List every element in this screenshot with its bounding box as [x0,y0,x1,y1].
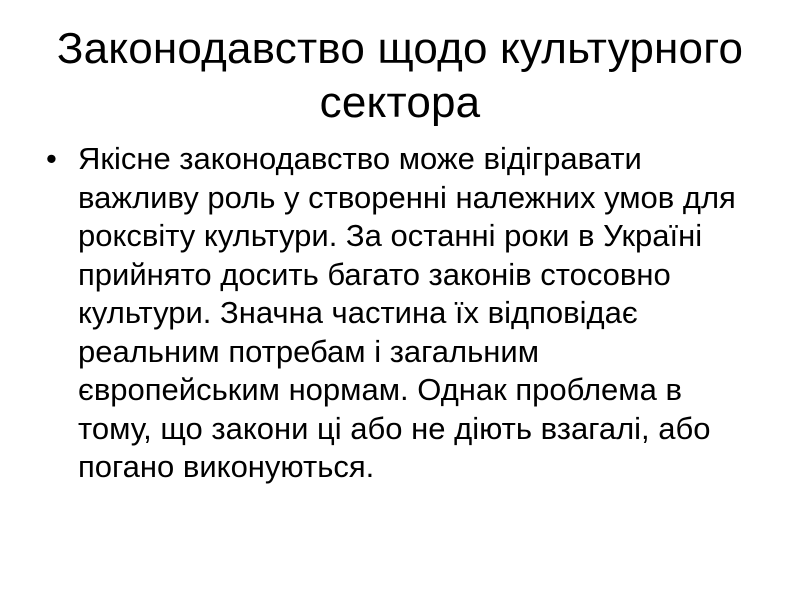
bullet-list [40,140,740,487]
bullet-marker: • [46,141,57,176]
bullet-text: Якісне законодавство може відігравати важливу роль у створенні належних умов для роксвіту культури. За останні роки в Україні прийнято досить багато законів стосовно культури. Значна частина їх відповідає реальним потребам і загальним європейським нормам. Однак проблема в тому, що закони ці або не діють взагалі, або погано виконуються. [78,141,736,484]
slide-title: Законодавство щодо культурного сектора [56,24,744,127]
bullet-item [40,140,740,487]
